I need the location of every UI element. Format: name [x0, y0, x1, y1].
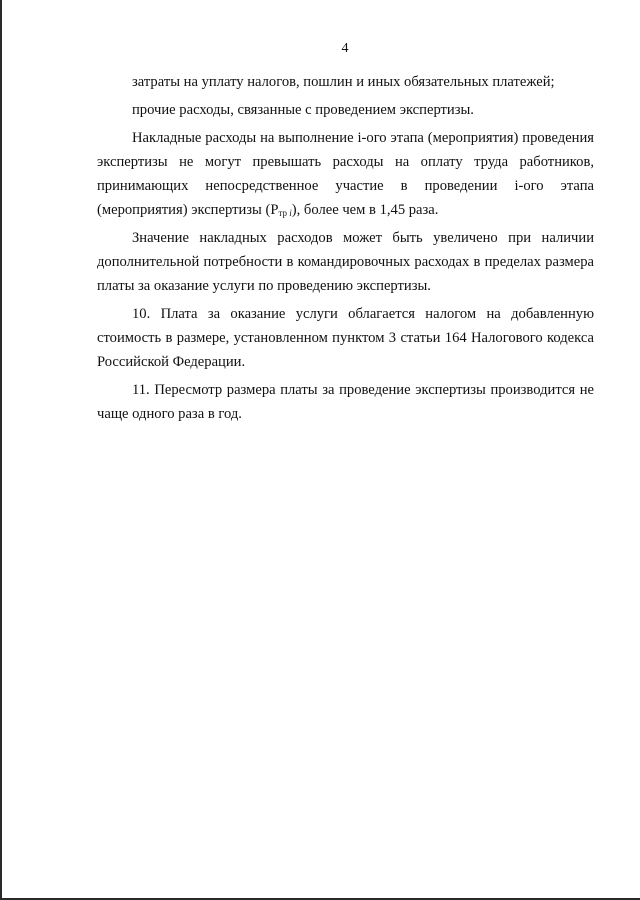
paragraph-overhead-increase: Значение накладных расходов может быть увеличено при наличии дополнительной потребности в командировочных расходах в пределах размера платы за оказание услуги по проведению экспертизы. — [97, 230, 594, 294]
paragraph-other-costs: прочие расходы, связанные с проведением экспертизы. — [132, 102, 474, 118]
paragraph-vat: 10. Плата за оказание услуги облагается налогом на добавленную стоимость в размере, установленном пунктом 3 статьи 164 Налогового кодекса Российской Федерации. — [97, 306, 594, 370]
page-number: 4 — [341, 41, 349, 56]
labor-cost-subscript — [278, 208, 291, 218]
scan-border-left — [0, 0, 2, 900]
paragraph-overhead-limit — [97, 126, 594, 222]
subscript-text: тр — [278, 208, 287, 218]
subscript-index: i — [289, 208, 292, 218]
paragraph-revision: 11. Пересмотр размера платы за проведение экспертизы производится не чаще одного раза в год. — [97, 382, 594, 422]
overhead-text-after: ), более чем в 1,45 раза. — [291, 202, 439, 218]
overhead-text-before: Накладные расходы на выполнение i-ого этапа (мероприятия) проведения экспертизы не могут превышать расходы на оплату труда работников, принимающих непосредственное участие в проведении i-ого этапа (мероприятия) экспертизы (Р — [97, 130, 594, 218]
document-body — [97, 70, 594, 430]
paragraph-tax-costs: затраты на уплату налогов, пошлин и иных обязательных платежей; — [132, 74, 555, 90]
